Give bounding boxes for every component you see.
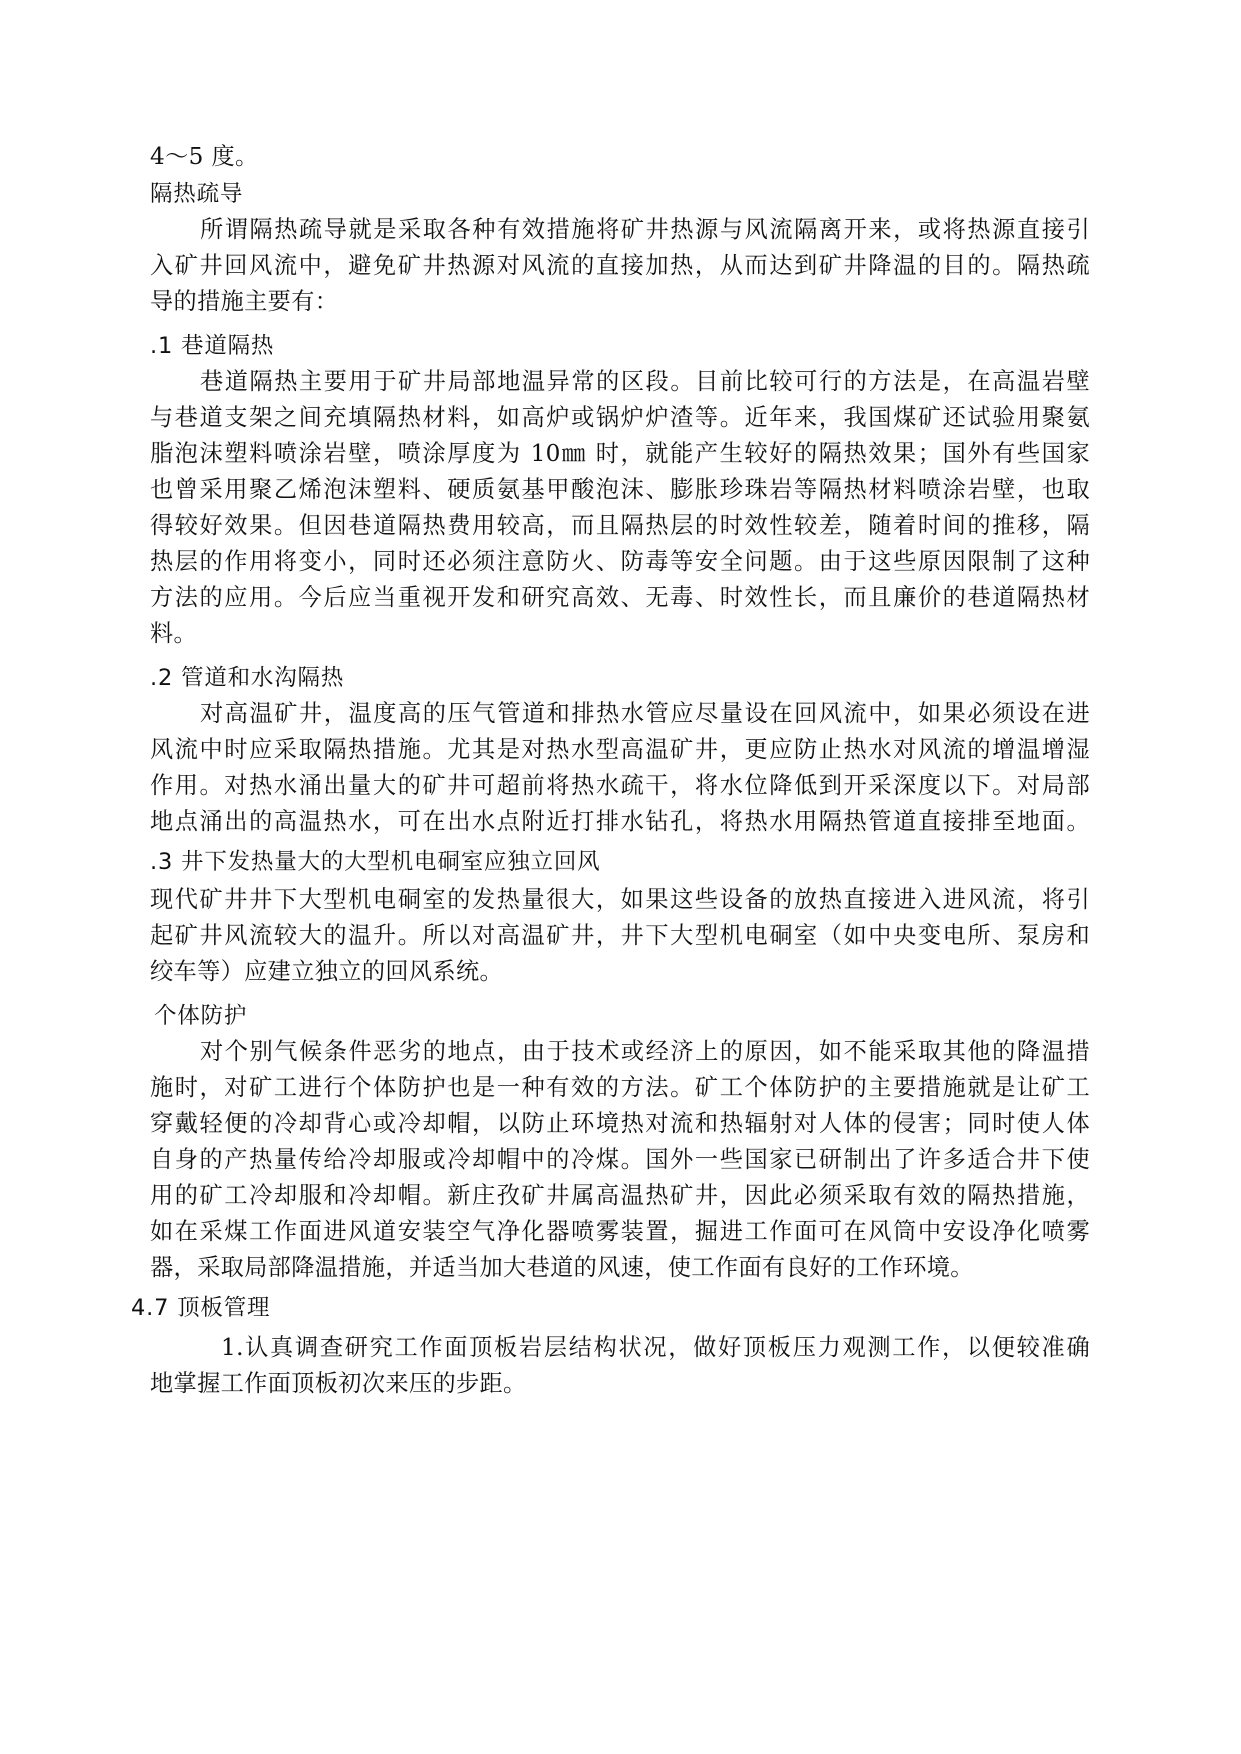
paragraph-line: 入矿井回风流中，避免矿井热源对风流的直接加热，从而达到矿井降温的目的。隔热疏 [150, 252, 1090, 279]
paragraph-line: 热层的作用将变小，同时还必须注意防火、防毒等安全问题。由于这些原因限制了这种 [150, 548, 1090, 575]
paragraph-line: 施时，对矿工进行个体防护也是一种有效的方法。矿工个体防护的主要措施就是让矿工 [150, 1074, 1090, 1101]
paragraph-line: 对个别气候条件恶劣的地点，由于技术或经济上的原因，如不能采取其他的降温措 [200, 1038, 1090, 1065]
paragraph-line: 与巷道支架之间充填隔热材料，如高炉或锅炉炉渣等。近年来，我国煤矿还试验用聚氨 [150, 404, 1090, 431]
text-line: 4～5 度。 [150, 143, 259, 170]
subsection-heading: .3 井下发热量大的大型机电硐室应独立回风 [150, 849, 601, 875]
section-heading: 个体防护 [154, 1003, 248, 1029]
paragraph-line: 现代矿井井下大型机电硐室的发热量很大，如果这些设备的放热直接进入进风流，将引 [150, 886, 1090, 913]
subsection-heading: .1 巷道隔热 [150, 333, 275, 359]
paragraph-line: 也曾采用聚乙烯泡沫塑料、硬质氨基甲酸泡沫、膨胀珍珠岩等隔热材料喷涂岩壁，也取 [150, 476, 1090, 503]
paragraph-line: 器，采取局部降温措施，并适当加大巷道的风速，使工作面有良好的工作环境。 [150, 1254, 974, 1281]
subsection-heading: .2 管道和水沟隔热 [150, 665, 345, 691]
paragraph-line: 起矿井风流较大的温升。所以对高温矿井，井下大型机电硐室（如中央变电所、泵房和 [150, 922, 1090, 949]
paragraph-line: 料。 [150, 620, 198, 647]
paragraph-line: 用的矿工冷却服和冷却帽。新庄孜矿井属高温热矿井，因此必须采取有效的隔热措施， [150, 1182, 1090, 1209]
paragraph-line: 1.认真调查研究工作面顶板岩层结构状况，做好顶板压力观测工作，以便较准确 [221, 1334, 1090, 1361]
paragraph-line: 巷道隔热主要用于矿井局部地温异常的区段。目前比较可行的方法是，在高温岩壁 [200, 368, 1090, 395]
paragraph-line: 绞车等）应建立独立的回风系统。 [150, 958, 504, 985]
paragraph-line: 所谓隔热疏导就是采取各种有效措施将矿井热源与风流隔离开来，或将热源直接引 [200, 216, 1090, 243]
paragraph-line: 穿戴轻便的冷却背心或冷却帽，以防止环境热对流和热辐射对人体的侵害；同时使人体 [150, 1110, 1090, 1137]
paragraph-line: 如在采煤工作面进风道安装空气净化器喷雾装置，掘进工作面可在风筒中安设净化喷雾 [150, 1218, 1090, 1245]
paragraph-line: 自身的产热量传给冷却服或冷却帽中的冷煤。国外一些国家已研制出了许多适合井下使 [150, 1146, 1090, 1173]
paragraph-line: 得较好效果。但因巷道隔热费用较高，而且隔热层的时效性较差，随着时间的推移，隔 [150, 512, 1090, 539]
paragraph-line: 对高温矿井，温度高的压气管道和排热水管应尽量设在回风流中，如果必须设在进 [200, 700, 1090, 727]
section-heading: 4.7 顶板管理 [131, 1295, 271, 1321]
paragraph-line: 作用。对热水涌出量大的矿井可超前将热水疏干，将水位降低到开采深度以下。对局部 [150, 772, 1090, 799]
paragraph-line: 脂泡沫塑料喷涂岩壁，喷涂厚度为 10㎜ 时，就能产生较好的隔热效果；国外有些国家 [150, 440, 1090, 467]
paragraph-line: 方法的应用。今后应当重视开发和研究高效、无毒、时效性长，而且廉价的巷道隔热材 [150, 584, 1090, 611]
paragraph-line: 地掌握工作面顶板初次来压的步距。 [150, 1370, 527, 1397]
section-heading: 隔热疏导 [150, 181, 244, 207]
paragraph-line: 地点涌出的高温热水，可在出水点附近打排水钻孔，将热水用隔热管道直接排至地面。 [150, 808, 1090, 835]
paragraph-line: 风流中时应采取隔热措施。尤其是对热水型高温矿井，更应防止热水对风流的增温增湿 [150, 736, 1090, 763]
paragraph-line: 导的措施主要有： [150, 288, 339, 315]
